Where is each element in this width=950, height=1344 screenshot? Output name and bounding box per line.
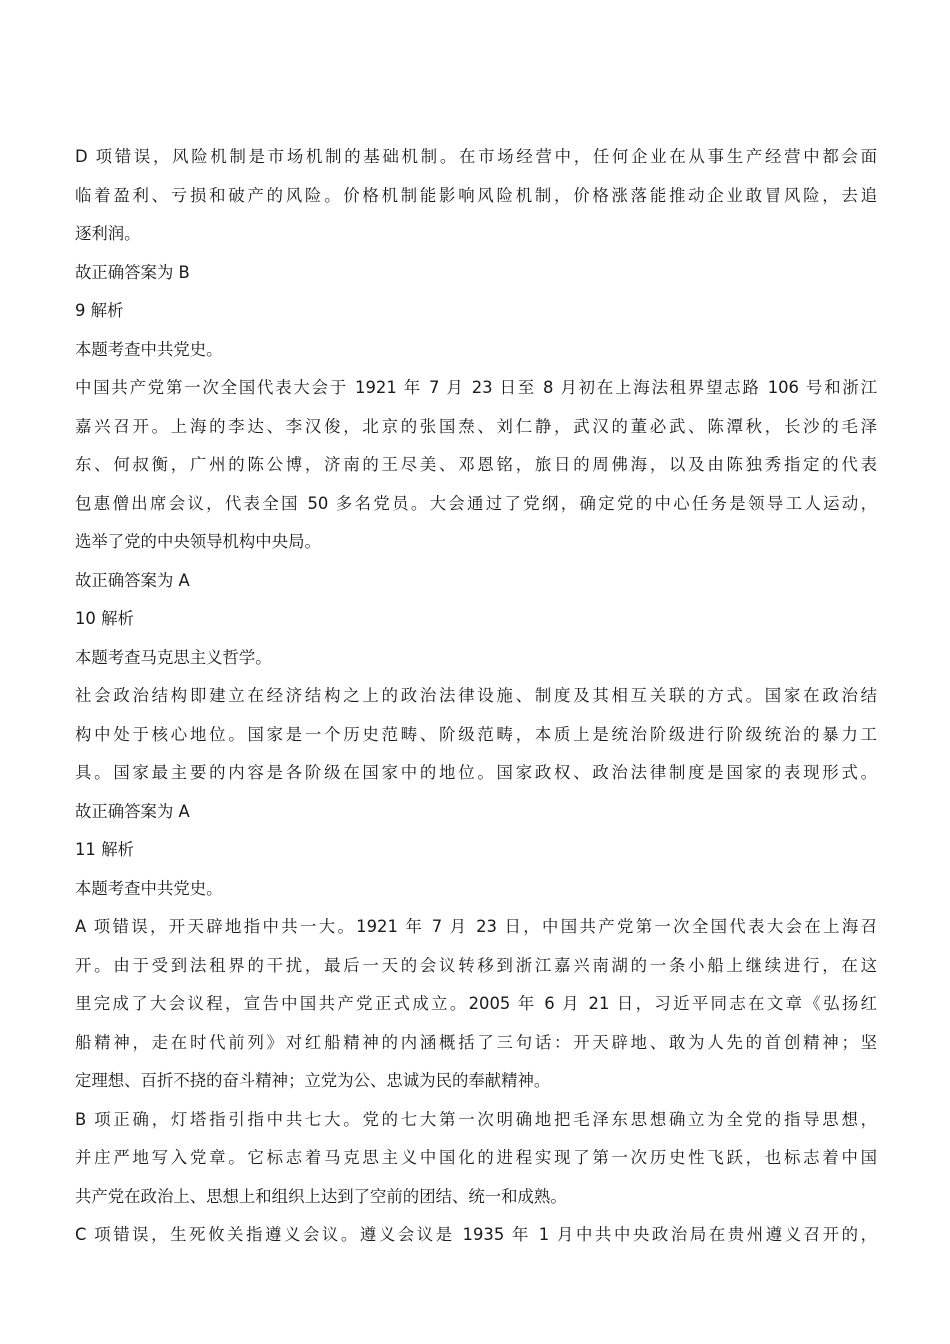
- paragraph-line: D 项错误，风险机制是市场机制的基础机制。在市场经营中，任何企业在从事生产经营中都会面: [75, 147, 877, 166]
- paragraph-line: A 项错误，开天辟地指中共一大。1921 年 7 月 23 日，中国共产党第一次全国代表大会在上海召: [75, 917, 877, 936]
- section-heading: 9 解析: [75, 301, 124, 320]
- answer-line: 故正确答案为 A: [75, 801, 190, 821]
- paragraph-line: 开。由于受到法租界的干扰，最后一天的会议转移到浙江嘉兴南湖的一条小船上继续进行，在这: [75, 955, 877, 975]
- topic-line: 本题考查中共党史。: [75, 339, 223, 359]
- paragraph-line: 选举了党的中央领导机构中央局。: [75, 532, 321, 551]
- paragraph-line: 船精神，走在时代前列》对红船精神的内涵概括了三句话：开天辟地、敢为人先的首创精神；坚: [75, 1032, 877, 1052]
- paragraph-line: 嘉兴召开。上海的李达、李汉俊，北京的张国焘、刘仁静，武汉的董必武、陈潭秋，长沙的毛泽: [75, 416, 877, 436]
- topic-line: 本题考查中共党史。: [75, 878, 223, 898]
- paragraph-line: 构中处于核心地位。国家是一个历史范畴、阶级范畴，本质上是统治阶级进行阶级统治的暴力工: [75, 724, 877, 744]
- paragraph-line: 包惠僧出席会议，代表全国 50 多名党员。大会通过了党纲，确定党的中心任务是领导工人运动，: [75, 493, 877, 513]
- paragraph-line: 定理想、百折不挠的奋斗精神；立党为公、忠诚为民的奉献精神。: [75, 1071, 551, 1090]
- paragraph-line: 东、何叔衡，广州的陈公博，济南的王尽美、邓恩铭，旅日的周佛海，以及由陈独秀指定的代表: [75, 455, 877, 474]
- paragraph-line: 里完成了大会议程，宣告中国共产党正式成立。2005 年 6 月 21 日，习近平同志在文章《弘扬红: [75, 994, 877, 1013]
- topic-line: 本题考查马克思主义哲学。: [75, 647, 272, 667]
- paragraph-line: 社会政治结构即建立在经济结构之上的政治法律设施、制度及其相互关联的方式。国家在政治结: [75, 686, 877, 705]
- section-heading: 10 解析: [75, 609, 134, 628]
- answer-line: 故正确答案为 B: [75, 262, 190, 282]
- paragraph-line: 逐利润。: [75, 224, 141, 243]
- paragraph-line: 中国共产党第一次全国代表大会于 1921 年 7 月 23 日至 8 月初在上海法租界望志路 106 号和浙江: [75, 378, 877, 397]
- paragraph-line: 具。国家最主要的内容是各阶级在国家中的地位。国家政权、政治法律制度是国家的表现形式。: [75, 763, 877, 782]
- section-heading: 11 解析: [75, 840, 134, 859]
- paragraph-line: C 项错误，生死攸关指遵义会议。遵义会议是 1935 年 1 月中共中央政治局在贵州遵义召开的，: [75, 1225, 877, 1244]
- document-body: [75, 138, 877, 1255]
- paragraph-line: B 项正确，灯塔指引指中共七大。党的七大第一次明确地把毛泽东思想确立为全党的指导思想，: [75, 1109, 877, 1129]
- paragraph-line: 共产党在政治上、思想上和组织上达到了空前的团结、统一和成熟。: [75, 1186, 567, 1206]
- answer-line: 故正确答案为 A: [75, 570, 190, 590]
- paragraph-line: 并庄严地写入党章。它标志着马克思主义中国化的进程实现了第一次历史性飞跃，也标志着中国: [75, 1148, 877, 1167]
- paragraph-line: 临着盈利、亏损和破产的风险。价格机制能影响风险机制，价格涨落能推动企业敢冒风险，去追: [75, 185, 877, 205]
